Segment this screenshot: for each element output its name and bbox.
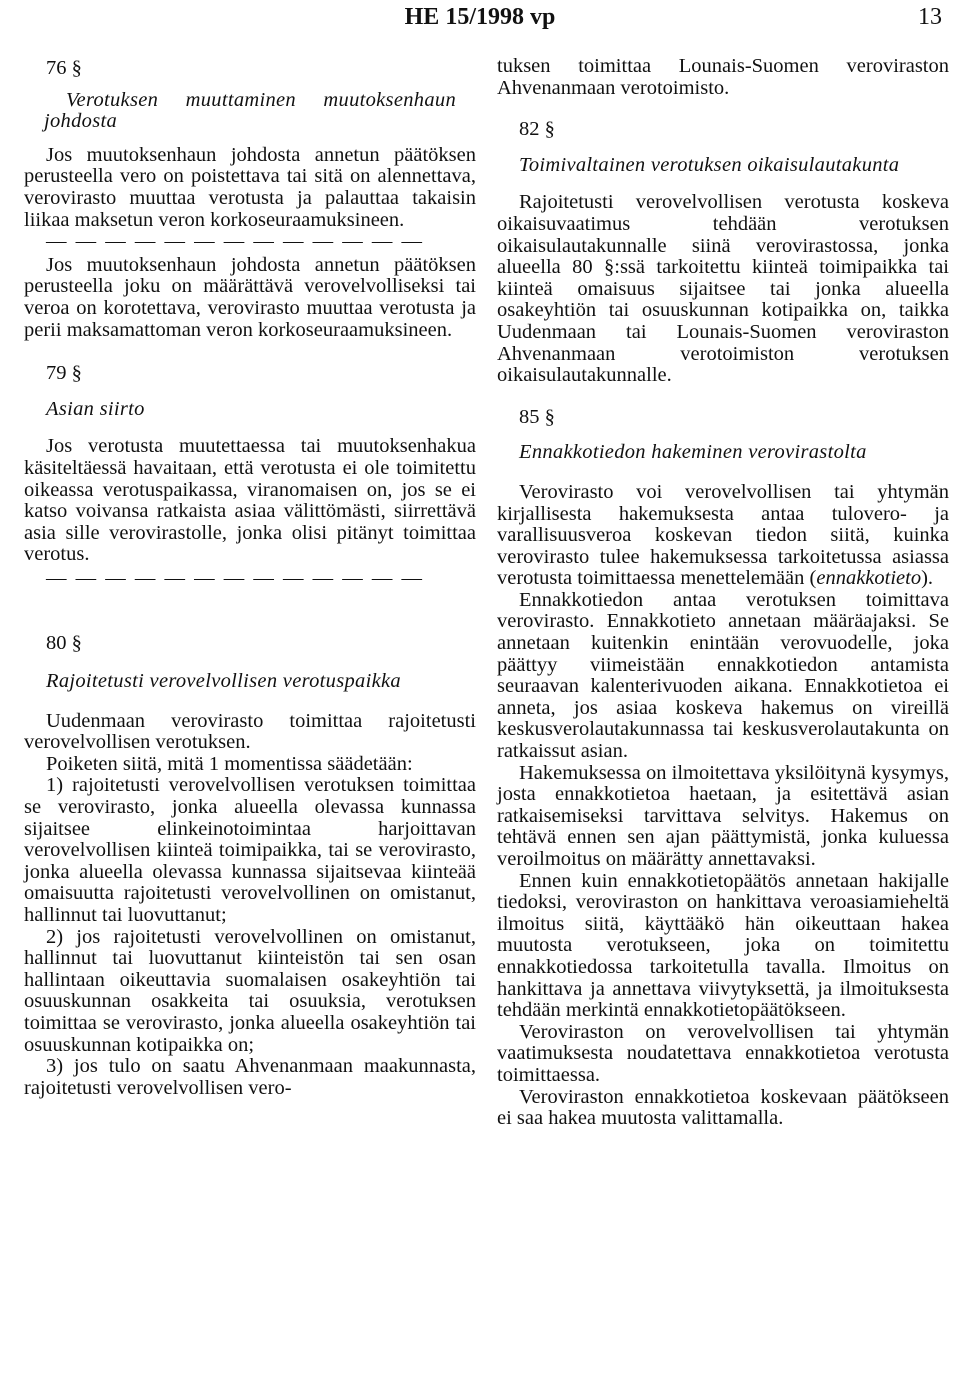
- section-80-item-3: 3) jos tulo on saatu Ahvenanmaan maakunnasta, rajoitetusti verovelvollisen vero-: [24, 1055, 476, 1099]
- section-82-paragraph-1: Rajoitetusti verovelvollisen verotusta koskeva oikaisuvaatimus tehdään verotuksen oikaisulautakunnalle siinä verovirastossa, jonka alueella 80 §:ssä tarkoitettu kiinteä toimipaikka tai kiinteä omaisuus sijaitsee tai jonka alueella osakeyhtiön tai osuuskunnan kotipaikka on, taikka Uudenmaan tai Lounais-Suomen veroviraston Ahvenanmaan verotoimiston verotuksen oikaisulautakunnalle.: [497, 191, 949, 387]
- right-column: [497, 56, 949, 1130]
- defined-term: ennakkotieto: [816, 567, 922, 590]
- section-80-title: Rajoitetusti verovelvollisen verotuspaikka: [46, 670, 401, 693]
- section-80-number: 80 §: [46, 632, 82, 655]
- section-85-paragraph-1: [497, 482, 949, 590]
- section-85-paragraph-5: Veroviraston on verovelvollisen tai yhtymän vaatimuksesta noudatettava ennakkotietoa verotusta toimittaessa.: [497, 1020, 949, 1086]
- section-82-title: Toimivaltainen verotuksen oikaisulautakunta: [519, 153, 900, 176]
- left-column: [24, 56, 476, 1099]
- section-76-title: Verotuksen muuttaminen muutoksenhaun johdosta: [44, 88, 456, 133]
- omission-separator: — — — — — — — — — — — — —: [46, 567, 424, 589]
- section-85-number: 85 §: [519, 405, 555, 428]
- section-85-paragraph-3: Hakemuksessa on ilmoitettava yksilöitynä kysymys, josta ennakkotietoa haetaan, ja esitettävä asian ratkaisemiseksi tarvittava selvitys. Hakemus on tehtävä ennen sen ajan päättymistä, jonka kuluessa veroilmoitus on määrätty annettavaksi.: [497, 761, 949, 870]
- section-85-paragraph-1-text: Verovirasto voi verovelvollisen tai yhtymän kirjallisesta hakemuksesta antaa tulovero- ja varallisuusveroa koskevan tiedon siitä, kuinka verovirasto tulee hakemuksessa tarkoitetussa asiassa verotusta toimittaessa menettelemään (: [497, 480, 949, 590]
- section-76-paragraph-2: Jos muutoksenhaun johdosta annetun päätöksen perusteella joku on määrättävä verovelvolliseksi tai veroa on korotettava, verovirasto muuttaa verotusta ja perii maksamattoman veron korkoseuraamuksineen.: [24, 253, 476, 341]
- section-85-paragraph-4: Ennen kuin ennakkotietopäätös annetaan hakijalle tiedoksi, veroviraston on hankittava veroasiamieheltä ilmoitus siitä, käyttääkö hän oikeuttaan hakea muutosta verotukseen, joka on toimitettu ennakkotiedossa tarkoitetulla tavalla. Ilmoitus on hankittava ja annettava viivytyksettä, ja ilmoituksesta tehdään merkintä ennakkotietopäätökseen.: [497, 869, 949, 1022]
- section-76-number: 76 §: [46, 57, 82, 79]
- section-79-number: 79 §: [46, 362, 82, 385]
- section-80-item-2: 2) jos rajoitetusti verovelvollinen on omistanut, hallinnut tai luovuttanut kiinteistön tai sen osan hallintaan oikeuttavia suomalaisen osakeyhtiön tai osuuskunnan osakkeita tai osuuksia, verotuksen toimittaa se verovirasto, jonka alueella osakeyhtiön tai osuuskunnan kotipaikka on;: [24, 925, 476, 1056]
- section-76-paragraph-1: Jos muutoksenhaun johdosta annetun päätöksen perusteella vero on poistettava tai sitä on alennettava, verovirasto muuttaa verotusta ja palauttaa takaisin liikaa maksetun veron korkoseuraamuksineen.: [24, 143, 476, 231]
- omission-separator: — — — — — — — — — — — — —: [46, 231, 424, 253]
- section-79-paragraph-1: Jos verotusta muutettaessa tai muutoksenhakua käsiteltäessä havaitaan, että verotusta ei ole toimitettu oikeassa verotuspaikassa, viranomaisen on, jos se ei katso voivansa ratkaista asiaa välittömästi, siirrettävä asia sille verovirastolle, jonka olisi pitänyt toimittaa verotus.: [24, 435, 476, 566]
- section-85-title: Ennakkotiedon hakeminen verovirastolta: [519, 441, 867, 464]
- section-85-paragraph-6: Veroviraston ennakkotietoa koskevaan päätökseen ei saa hakea muutosta valittamalla.: [497, 1085, 949, 1130]
- continued-text: tuksen toimittaa Lounais-Suomen veroviraston Ahvenanmaan verotoimisto.: [497, 55, 949, 99]
- section-80-item-1: 1) rajoitetusti verovelvollisen verotuksen toimittaa se verovirasto, jonka alueella olevassa kunnassa sijaitsee elinkeinotoimintaa harjoittavan verovelvollisen kiinteä toimipaikka, tai se verovirasto, jonka alueella olevassa kunnassa sijaitsevaa kiinteää omaisuutta rajoitetusti verovelvollinen on omistanut, hallinnut tai luovuttanut;: [24, 774, 476, 926]
- document-header-title: HE 15/1998 vp: [404, 4, 556, 30]
- section-80-paragraph-1: Uudenmaan verovirasto toimittaa rajoitetusti verovelvollisen verotuksen.: [24, 709, 476, 754]
- section-85-paragraph-2: Ennakkotiedon antaa verotuksen toimittava verovirasto. Ennakkotieto annetaan määräajaksi. Se annetaan kuitenkin enintään verovuodelle, joka päättyy viimeistään ennakkotiedon antamista seuraavan kalenterivuoden aikana. Ennakkotietoa ei anneta, jos asiaa koskeva hakemus on vireillä keskusverolautakunnassa tai keskusverolautakunta on ratkaissut asian.: [497, 588, 949, 763]
- page-number: 13: [918, 4, 942, 30]
- section-85-paragraph-1-end: ).: [921, 567, 934, 590]
- section-82-number: 82 §: [519, 118, 555, 141]
- section-79-title: Asian siirto: [46, 397, 145, 420]
- section-80-paragraph-2: Poiketen siitä, mitä 1 momentissa säädetään:: [46, 752, 413, 775]
